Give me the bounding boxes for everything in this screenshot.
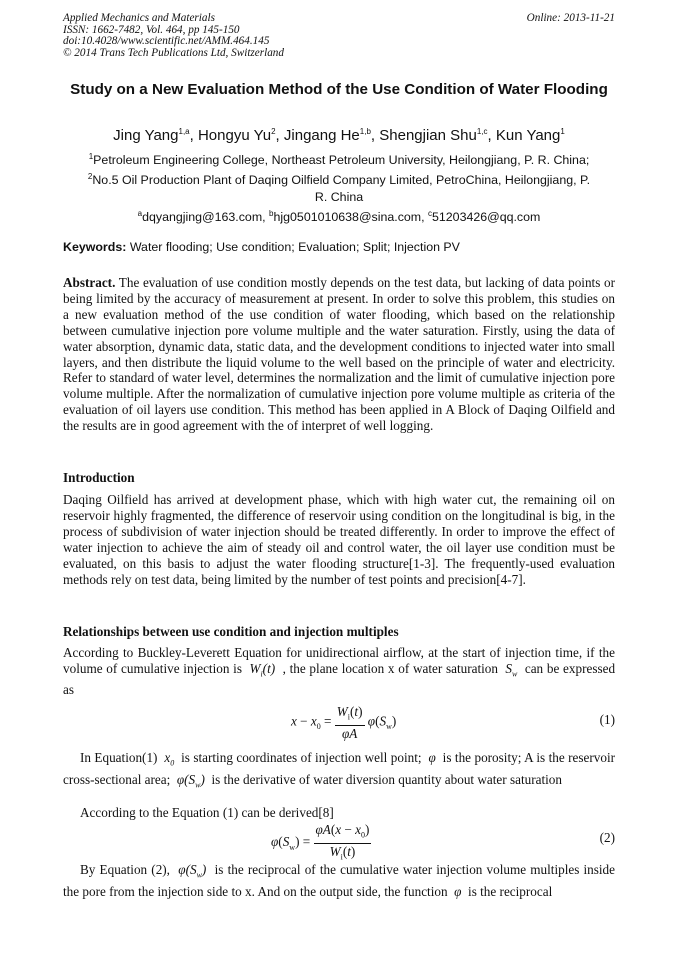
equation-number: (1)	[599, 712, 615, 727]
email-sup: a	[137, 209, 143, 218]
paragraph-text: can be expressed as	[63, 660, 616, 698]
section-heading: Relationships between use condition and injection multiples	[63, 624, 399, 639]
paragraph-text: According to Buckley-Leverett Equation for unidirectional airflow, at the start of injection time, if the volume of cumulative injection is	[63, 645, 615, 676]
affiliation-sup: 2	[87, 172, 93, 181]
paragraph-text: In Equation(1)	[80, 750, 158, 765]
math-phi: φ	[450, 883, 465, 899]
section-paragraph-2	[63, 750, 615, 793]
author-sup: 2	[271, 127, 276, 136]
author-sup: 1	[560, 127, 565, 136]
abstract-label: Abstract.	[63, 275, 116, 290]
keywords-text: Water flooding; Use condition; Evaluation; Split; Injection PV	[129, 240, 460, 254]
journal-name: Applied Mechanics and Materials	[63, 12, 215, 24]
introduction-text: Daqing Oilfield has arrived at development phase, which with high water cut, the remaining oil on reservoir highly fragmented, the difference of reservoir using condition on the longitudinal is big, in the process of subdivision of water injection should be treated differently. In order to improve the effect of water injection to achieve the aim of steady oil and control water, the oil layer use condition must be evaluated, on this basis to adjust the water flooding structure[1-3]. The frequently-used evaluation methods rely on test data, being limited by the number of test points and precision[4-7].	[63, 492, 615, 587]
email-sup: c	[428, 209, 432, 218]
equation-2-body: $\varphi(S_w)$ = $\frac{\varphi A(x - x_0)}{W_i(t)}$	[271, 822, 370, 862]
section-paragraph-1	[63, 645, 615, 698]
math-wi: $W_i(t)$	[245, 660, 279, 679]
section-paragraph-4	[63, 862, 615, 899]
author-name: Kun Yang	[495, 127, 561, 144]
section-paragraph-3: According to the Equation (1) can be derived[8]	[80, 805, 334, 820]
journal-header	[63, 13, 615, 59]
math-sw: $S_w$	[501, 660, 518, 679]
affiliation-text: Petroleum Engineering College, Northeast Petroleum University, Heilongjiang, P. R. China;	[93, 153, 590, 168]
email-sup: b	[269, 209, 274, 218]
abstract-text: The evaluation of use condition mostly depends on the test data, but lacking of data points or being limited by the accuracy of measurement at present. In order to solve this problem, this studies on a new evaluation method of the use condition of water flooding, which based on the relationship between cumulative injection pore volume multiple and the water saturation. Firstly, using the data of water absorption, dynamic data, static data, and the development conditions to injected water into small layers, and then distribute the liquid volume to the well based on the principle of water and electricity. Refer to standard of water level, determines the normalization and the limit of cumulative injection pore volume multiple. After the normalization of cumulative injection pore volume multiple as criteria of the evaluation of oil layers use condition. This method has been applied in A Block of Daqing Oilfield and the results are in good agreement with the of interpret of well logging.	[63, 275, 615, 434]
equation-number: (2)	[599, 830, 615, 845]
math-x0: $x_0$	[160, 750, 175, 768]
email-link[interactable]: 51203426@qq.com	[432, 210, 541, 225]
math-phi-sw: $\varphi(S_w)$	[174, 862, 211, 880]
copyright-line: © 2014 Trans Tech Publications Ltd, Switzerland	[63, 46, 284, 59]
author-sup: 1,b	[359, 127, 371, 136]
online-date: Online: 2013-11-21	[526, 12, 615, 24]
author-name: Jing Yang	[113, 127, 179, 144]
issn-line: ISSN: 1662-7482, Vol. 464, pp 145-150	[63, 23, 240, 36]
affiliation-2	[63, 169, 615, 205]
affiliation-1	[63, 149, 615, 169]
paragraph-text: is the derivative of water diversion quantity about water saturation	[211, 771, 562, 787]
introduction-heading: Introduction	[63, 470, 135, 485]
paragraph-text: is the reciprocal	[468, 883, 553, 899]
author-name: Hongyu Yu	[197, 127, 272, 144]
math-phi-sw: $\varphi(S_w)$	[173, 771, 209, 790]
keywords-label: Keywords:	[63, 240, 127, 254]
paragraph-text: By Equation (2),	[80, 862, 170, 877]
math-phi: φ	[425, 750, 440, 765]
equation-2	[63, 822, 615, 862]
paragraph-text: , the plane location x of water saturation	[282, 660, 498, 676]
affiliation-text: No.5 Oil Production Plant of Daqing Oilfield Company Limited, PetroChina, Heilongjiang, P. R. China	[92, 173, 591, 204]
author-sup: 1,c	[476, 127, 488, 136]
author-list: Jing Yang$^{1,a}$, Hongyu Yu$^2$, Jingang He$^{1,b}$, Shengjian Shu$^{1,c}$, Kun Yang$^1$	[113, 127, 565, 144]
affiliation-sup: 1	[88, 152, 94, 161]
email-link[interactable]: hjg0501010638@sina.com	[273, 210, 422, 225]
author-name: Shengjian Shu	[379, 127, 477, 144]
abstract	[63, 275, 615, 434]
email-line: $^a$dqyangjing@163.com, $^b$hjg0501010638@sina.com, $^c$51203426@qq.com	[137, 209, 541, 225]
paragraph-text: is the porosity; A is the reservoir cross-sectional area;	[63, 750, 616, 787]
paper-title: Study on a New Evaluation Method of the Use Condition of Water Flooding	[70, 81, 608, 98]
email-link[interactable]: dqyangjing@163.com	[142, 210, 263, 225]
doi-line: doi:10.4028/www.scientific.net/AMM.464.145	[63, 35, 270, 48]
equation-1	[63, 704, 615, 741]
equation-1-body: $x - x_0$ = $\frac{W_i(t)}{\varphi A}$ $\varphi(S_w)$	[291, 704, 397, 741]
author-sup: 1,a	[178, 127, 190, 136]
keywords	[63, 239, 615, 255]
paragraph-text: is starting coordinates of injection well point;	[181, 750, 422, 765]
author-name: Jingang He	[283, 127, 360, 144]
paragraph-text: is the reciprocal of the cumulative water injection volume multiples inside the pore from the injection side to x. And on the output side, the function	[63, 862, 615, 899]
